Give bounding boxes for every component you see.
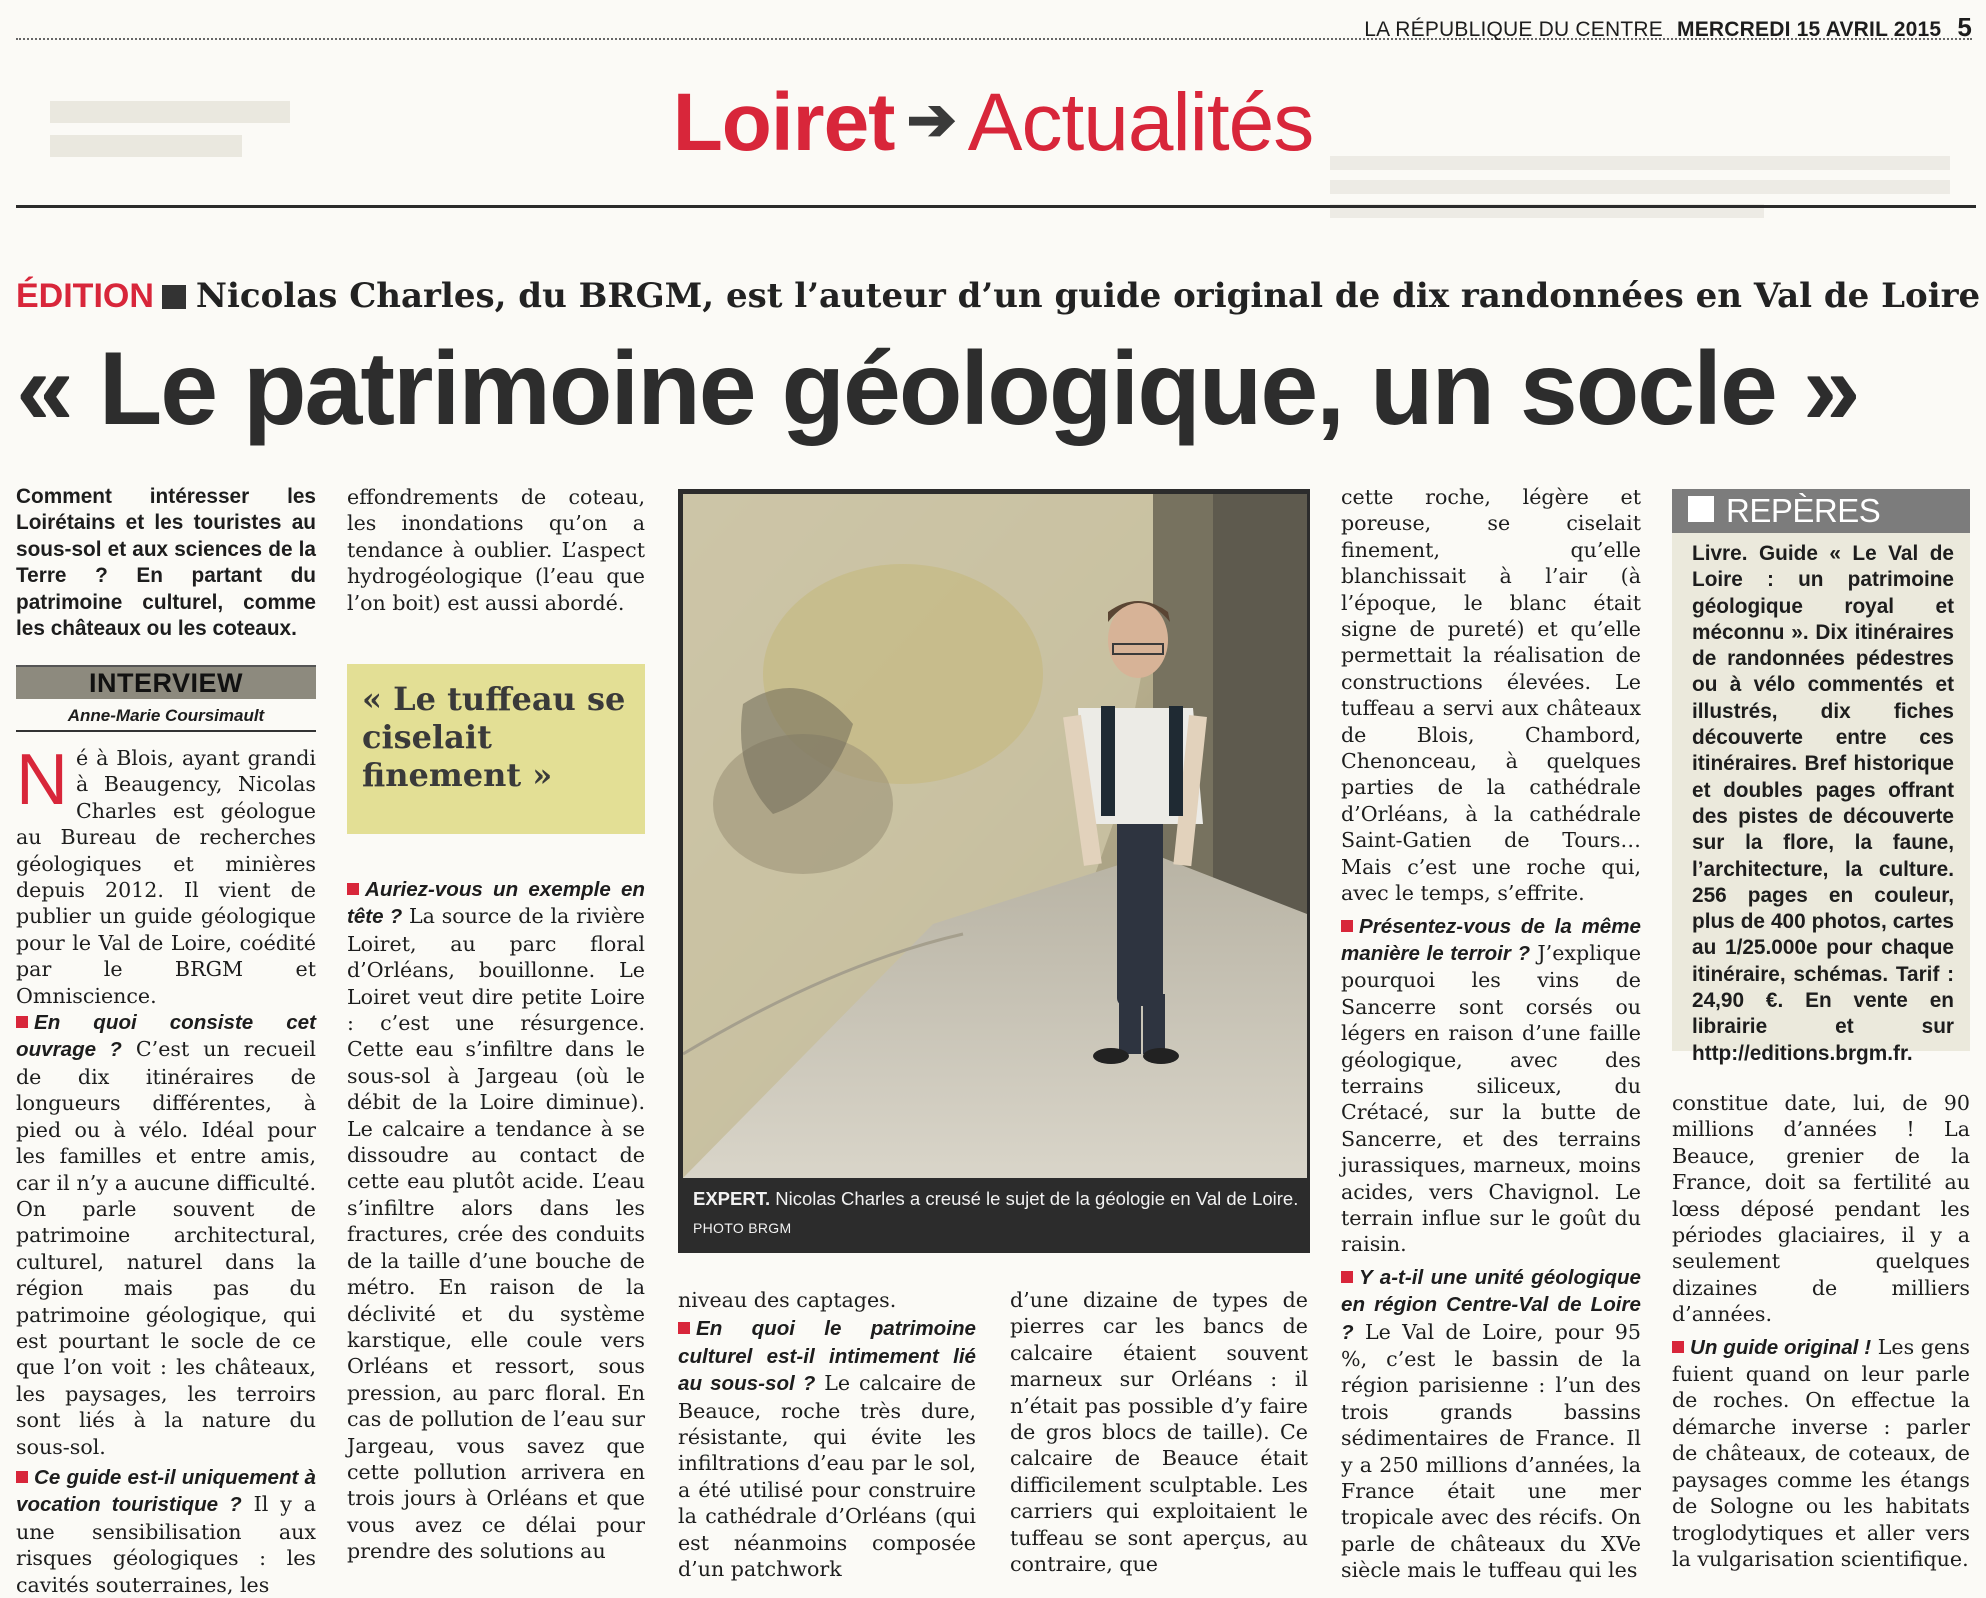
square-bullet-icon xyxy=(162,285,186,309)
question-answer xyxy=(1672,1334,1970,1573)
lead-paragraph xyxy=(16,740,316,1009)
answer: Il y a une sensibilisation aux risques géologiques : les cavités souterraines, les xyxy=(16,1492,316,1597)
page-header xyxy=(16,12,1972,40)
section-region: Loiret xyxy=(672,77,895,168)
column-5-top: cette roche, légère et poreuse, se ciselait finement, qu’elle blanchissait à l’air (à l’époque, le blanc était signe de pureté) et qu’elle permettait la réalisation de constructions élevées. Le tuffeau a servi aux châteaux de Blois, Chambord, Chenonceau, à quelques parties de la cathédrale d’Orléans, à la cathédrale Saint-Gatien de Tours… Mais c’est une roche qui, avec le temps, s’effrite. xyxy=(1341,485,1641,906)
lead-text: é à Blois, ayant grandi à Beaugency, Nicolas Charles est géologue au Bureau de recherches géologiques et minières depuis 2012. Il vient de publier un guide géologique pour le Val de Loire, coédité par le BRGM et Omniscience. xyxy=(16,746,316,1008)
section-title xyxy=(0,77,1986,168)
arrow-icon: ➔ xyxy=(906,86,956,153)
column-6 xyxy=(1672,1090,1970,1572)
column-1 xyxy=(16,740,316,1598)
red-square-icon xyxy=(1672,1341,1684,1353)
page-number: 5 xyxy=(1957,12,1972,42)
answer: C’est un recueil de dix itinéraires de longueurs différentes, à pied ou à vélo. Idéal pour les familles et entre amis, car il n’y a aucune difficulté. On parle souvent de patrimoine architectural, culturel, naturel dans la région mais pas du patrimoine géologique, qui est pourtant le socle de ce que l’on voit : les châteaux, les paysages, les terroirs sont liés à la nature du sous-sol. xyxy=(16,1037,316,1459)
question: Y a-t-il une unité géologique en région Centre-Val de Loire ? xyxy=(1341,1265,1641,1344)
red-square-icon xyxy=(1341,920,1353,932)
column-2 xyxy=(347,876,645,1565)
geologist-photo xyxy=(683,494,1307,1178)
newspaper-name: LA RÉPUBLIQUE DU CENTRE xyxy=(1364,18,1663,41)
answer: Le calcaire de Beauce, roche très dure, résistante, qui évite les infiltrations d’eau par le sol, a été utilisé pour construire la cathédrale d’Orléans (qui est néanmoins composée d’un patchwork xyxy=(678,1371,976,1582)
question: En quoi consiste cet ouvrage ? xyxy=(16,1011,316,1062)
question: Ce guide est-il uniquement à vocation touristique ? xyxy=(16,1465,316,1517)
author-byline: Anne-Marie Coursimault xyxy=(16,702,316,732)
question-answer xyxy=(16,1009,316,1460)
column-5 xyxy=(1341,484,1641,1584)
answer: Les gens fuient quand on leur parle de roches. On effectue la démarche inverse : parler de châteaux, de coteaux, de paysages comme les étangs de Sologne ou les habitats troglodytiques et aller vers la vulgarisation scientifique. xyxy=(1672,1334,1970,1571)
red-square-icon xyxy=(1341,1271,1353,1283)
kicker-tag: ÉDITION xyxy=(16,277,154,315)
column-3-top: niveau des captages. xyxy=(678,1288,897,1312)
pull-quote: « Le tuffeau se ciselait finement » xyxy=(362,680,626,794)
reperes-description: Guide « Le Val de Loire : un patrimoine géologique royal et méconnu ». Dix itinéraires de randonnées pédestres ou à vélo commentés et illustrés, dix fiches découverte entre ces itinéraires. Bref historique et doubles pages offrant des pistes de découverte sur la flore, la faune, l’architecture, la culture. 256 pages en couleur, plus de 400 photos, cartes au 1/25.000e pour chaque itinéraire, schémas. Tarif : 24,90 €. En vente en librairie et sur http://editions.brgm.fr. xyxy=(1692,542,1954,1065)
red-square-icon xyxy=(16,1471,28,1483)
reperes-title: REPÈRES xyxy=(1726,492,1881,529)
question-answer xyxy=(1341,1264,1641,1584)
answer: J’explique pourquoi les vins de Sancerre sont corsés ou légers en raison d’une faille géologique, avec des terrains siliceux, du Crétacé, sur la butte de Sancerre, et des terrains jurassiques, marneux, moins acides, vers Chavignol. Le terrain influe sur le goût du raisin. xyxy=(1341,940,1642,1257)
article-headline: « Le patrimoine géologique, un socle » xyxy=(16,331,1859,447)
answer: La source de la rivière Loiret, au parc floral d’Orléans, bouillonne. Le Loiret veut dire petite Loire : c’est une résurgence. Cette eau s’infiltre dans le sous-sol à Jargeau (où le débit de la Loire diminue). Le calcaire a tendance à se dissoudre au contact de cette eau plutôt acide. L’eau s’infiltre alors dans les fractures, crée des conduits de la taille d’une bouche de métro. En raison de la déclivité et du système karstique, elle coule vers Orléans et ressort, sous pression, au parc floral. En cas de pollution de l’eau sur Jargeau, vous savez que cette pollution arrivera en trois jours à Orléans et que vous avez ce délai pour prendre des solutions au xyxy=(347,904,645,1564)
running-header xyxy=(1364,12,1972,43)
column-3 xyxy=(678,1287,976,1582)
answer: Le Val de Loire, pour 95 %, c’est le bassin de la région parisienne : l’un des trois grands bassins sédimentaires de France. Il y a 250 millions d’années, la France était une mer tropicale avec des récifs. On parle de châteaux du XVe siècle mais le tuffeau qui les xyxy=(1341,1319,1641,1583)
question-answer xyxy=(1341,913,1641,1258)
question-answer xyxy=(678,1315,976,1582)
reperes-text xyxy=(1692,541,1954,1067)
article-intro: Comment intéresser les Loirétains et les touristes au sous-sol et aux sciences de la Terre ? En partant du patrimoine culturel, comme les châteaux ou les coteaux. xyxy=(16,485,316,641)
article-photo xyxy=(683,494,1307,1178)
photo-caption xyxy=(693,1185,1301,1242)
article-kicker xyxy=(16,276,1980,317)
caption-label: EXPERT. xyxy=(693,1188,771,1209)
kicker-text: Nicolas Charles, du BRGM, est l’auteur d’un guide original de dix randonnées en Val de Loire xyxy=(195,276,1981,316)
question-answer xyxy=(347,876,645,1565)
question: Un guide original ! xyxy=(1690,1335,1872,1359)
question: En quoi le patrimoine culturel est-il intimement lié au sous-sol ? xyxy=(678,1317,976,1396)
red-square-icon xyxy=(16,1016,28,1028)
section-divider xyxy=(16,205,1976,208)
column-2-top: effondrements de coteau, les inondations qu’on a tendance à oublier. L’aspect hydrogéologique (l’eau que l’on boit) est aussi abordé. xyxy=(347,485,645,615)
red-square-icon xyxy=(347,883,359,895)
question: Présentez-vous de la même manière le terroir ? xyxy=(1341,914,1641,965)
publication-date: MERCREDI 15 AVRIL 2015 xyxy=(1677,18,1942,41)
column-6-top: constitue date, lui, de 90 millions d’années ! La Beauce, grenier de la France, doit sa fertilité au lœss déposé pendant les périodes glaciaires, il y a seulement quelques dizaines de milliers d’années. xyxy=(1672,1091,1970,1327)
red-square-icon xyxy=(678,1322,690,1334)
column-4: d’une dizaine de types de pierres car les bancs de calcaire étaient souvent marneux sur Orléans : il n’était pas possible d’y faire de gros blocs de taille). Ce calcaire de Beauce était difficilement sculptable. Les carriers qui exploitaient le tuffeau se sont aperçus, au contraire, que xyxy=(1010,1288,1308,1577)
question: Auriez-vous un exemple en tête ? xyxy=(347,878,645,929)
drop-cap: N xyxy=(16,740,68,820)
photo-credit: PHOTO BRGM xyxy=(693,1220,792,1236)
white-square-icon xyxy=(1688,496,1714,522)
reperes-label: Livre. xyxy=(1692,542,1748,565)
caption-text: Nicolas Charles a creusé le sujet de la géologie en Val de Loire. xyxy=(775,1188,1299,1209)
question-answer xyxy=(16,1464,316,1598)
section-category: Actualités xyxy=(967,77,1314,168)
interview-label: INTERVIEW xyxy=(16,665,316,699)
